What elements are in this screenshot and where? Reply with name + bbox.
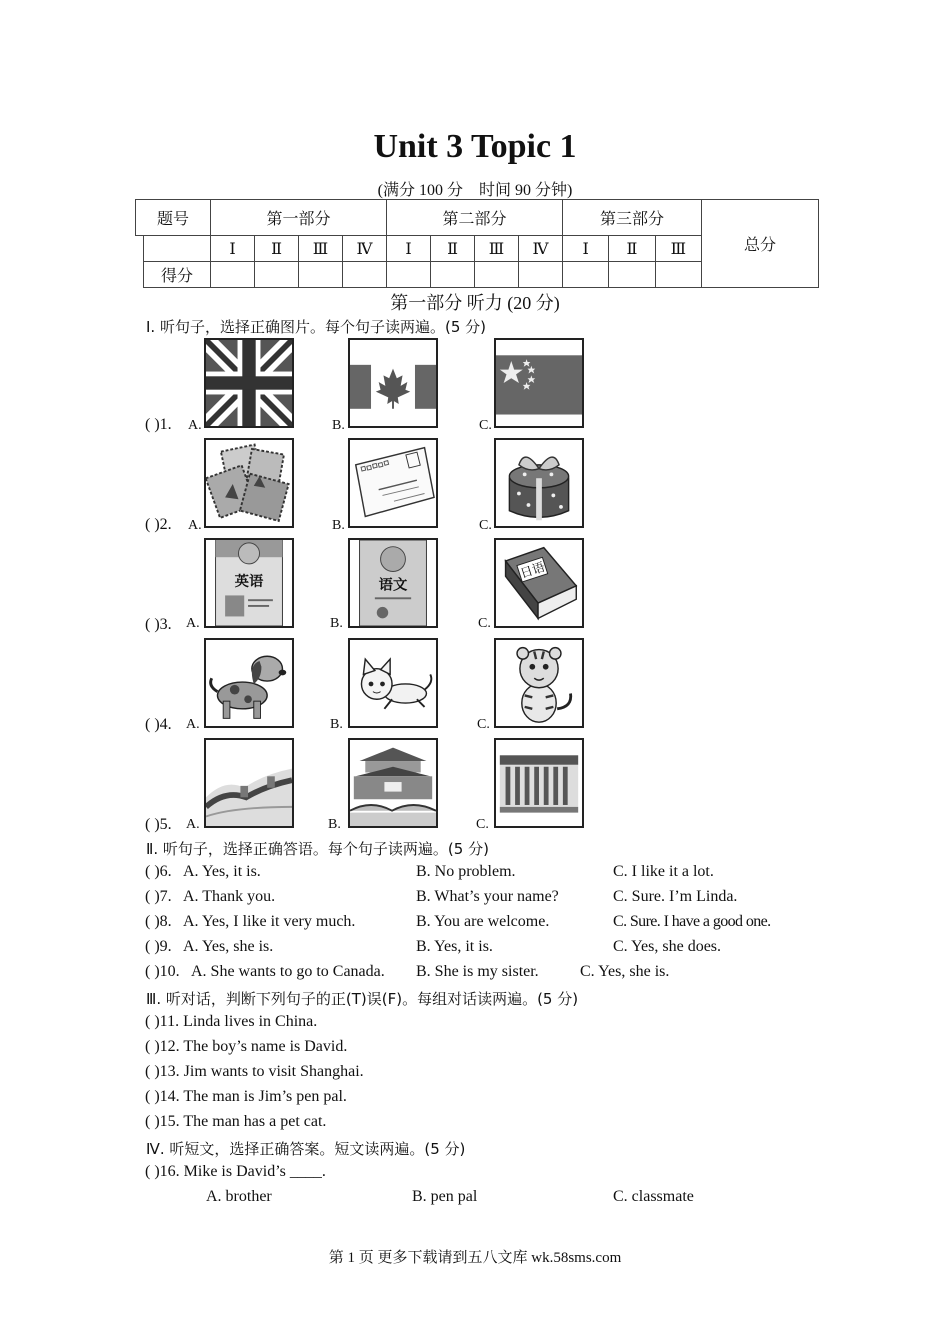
gift-box-picture (494, 438, 584, 528)
score-table-subcell: Ⅱ (609, 236, 655, 262)
tiger-picture (494, 638, 584, 728)
english-book-icon (206, 540, 292, 626)
q13-statement: ( )13. Jim wants to visit Shanghai. (145, 1063, 364, 1080)
q8-option-a: A. Yes, I like it very much. (183, 913, 356, 930)
option-label: C. (477, 717, 490, 732)
score-input-cell[interactable] (343, 262, 387, 288)
page-subtitle: (满分 100 分 时间 90 分钟) (377, 182, 573, 199)
chinese-book-icon (350, 540, 436, 626)
uk-flag-icon (206, 340, 292, 426)
great-wall-picture (204, 738, 294, 828)
score-input-cell[interactable] (519, 262, 563, 288)
section3-header: Ⅲ. 听对话，判断下列句子的正(T)误(F)。每组对话读两遍。(5 分) (146, 990, 579, 1008)
great-wall-icon (206, 740, 292, 826)
option-label: B. (332, 418, 345, 433)
score-input-cell[interactable] (211, 262, 255, 288)
q10-option-a: A. She wants to go to Canada. (191, 963, 385, 980)
great-hall-picture (494, 738, 584, 828)
stamps-picture (204, 438, 294, 528)
cat-picture (348, 638, 438, 728)
score-table-header-cell: 第二部分 (387, 200, 563, 236)
stamps-icon (206, 440, 292, 526)
option-label: A. (188, 418, 202, 433)
star-flag-icon (496, 340, 582, 426)
q6-number: ( )6. (145, 863, 172, 880)
page-title: Unit 3 Topic 1 (373, 128, 577, 165)
japanese-book-icon (496, 540, 582, 626)
score-table-subcell: Ⅰ (387, 236, 431, 262)
section2-header: Ⅱ. 听句子，选择正确答语。每个句子读两遍。(5 分) (146, 840, 489, 858)
score-input-cell[interactable] (299, 262, 343, 288)
q9-option-b: B. Yes, it is. (416, 938, 493, 955)
score-table-subcell: Ⅳ (519, 236, 563, 262)
score-table-subcell: Ⅲ (299, 236, 343, 262)
option-label: B. (330, 717, 343, 732)
gate-tower-icon (350, 740, 436, 826)
chinese-book-title: 语文 (378, 577, 408, 594)
score-input-cell[interactable] (475, 262, 519, 288)
q15-statement: ( )15. The man has a pet cat. (145, 1113, 327, 1130)
option-label: A. (186, 616, 200, 631)
page-footer: 第 1 页 更多下载请到五八文库 wk.58sms.com (328, 1250, 622, 1266)
score-row-label: 得分 (144, 262, 211, 288)
score-input-cell[interactable] (387, 262, 431, 288)
q9-option-c: C. Yes, she does. (613, 938, 722, 955)
score-table-subcell: Ⅲ (655, 236, 701, 262)
section1-header: Ⅰ. 听句子，选择正确图片。每个句子读两遍。(5 分) (146, 318, 486, 336)
gift-box-icon (496, 440, 582, 526)
japanese-book-picture (494, 538, 584, 628)
china-flag-picture (494, 338, 584, 428)
option-label: B. (330, 616, 343, 631)
option-label: A. (186, 717, 200, 732)
japanese-book-title: 日语 (518, 558, 547, 581)
option-label: C. (478, 616, 491, 631)
q7-option-a: A. Thank you. (183, 888, 276, 905)
section4-header: Ⅳ. 听短文，选择正确答案。短文读两遍。(5 分) (146, 1140, 466, 1158)
score-table-header-cell: 第三部分 (563, 200, 702, 236)
score-input-cell[interactable] (255, 262, 299, 288)
q4-number: ( )4. (145, 716, 172, 733)
score-input-cell[interactable] (655, 262, 701, 288)
option-label: C. (479, 518, 492, 533)
tiananmen-picture (348, 738, 438, 828)
q14-statement: ( )14. The man is Jim’s pen pal. (145, 1088, 347, 1105)
uk-flag-picture (204, 338, 294, 428)
score-input-cell[interactable] (609, 262, 655, 288)
option-label: C. (476, 817, 489, 832)
q10-option-b: B. She is my sister. (416, 963, 539, 980)
score-table-subcell: Ⅳ (343, 236, 387, 262)
part1-title: 第一部分 听力 (20 分) (390, 293, 560, 313)
postcard-picture (348, 438, 438, 528)
cat-icon (350, 640, 436, 726)
score-input-cell[interactable] (563, 262, 609, 288)
score-table-subcell: Ⅰ (563, 236, 609, 262)
option-label: B. (332, 518, 345, 533)
q5-number: ( )5. (145, 816, 172, 833)
q16-option-b: B. pen pal (412, 1188, 478, 1205)
chinese-book-picture (348, 538, 438, 628)
score-table-subcell: Ⅱ (255, 236, 299, 262)
q16-option-a: A. brother (206, 1188, 272, 1205)
option-label: C. (479, 418, 492, 433)
q3-number: ( )3. (145, 616, 172, 633)
score-table-header-cell: 总分 (702, 200, 819, 288)
q9-option-a: A. Yes, she is. (183, 938, 274, 955)
score-table-header-cell: 题号 (136, 200, 211, 236)
score-table-header-cell: 第一部分 (211, 200, 387, 236)
q10-option-c: C. Yes, she is. (580, 963, 670, 980)
option-label: A. (186, 817, 200, 832)
q7-option-b: B. What’s your name? (416, 888, 559, 905)
q8-option-b: B. You are welcome. (416, 913, 550, 930)
option-label: B. (328, 817, 341, 832)
q12-statement: ( )12. The boy’s name is David. (145, 1038, 348, 1055)
score-table-subcell: Ⅰ (211, 236, 255, 262)
q6-option-c: C. I like it a lot. (613, 863, 714, 880)
score-input-cell[interactable] (431, 262, 475, 288)
score-table-subcell: Ⅲ (475, 236, 519, 262)
tiger-icon (496, 640, 582, 726)
option-label: A. (188, 518, 202, 533)
envelope-icon (350, 440, 436, 526)
q1-number: ( )1. (145, 416, 172, 433)
canada-flag-picture (348, 338, 438, 428)
q6-option-a: A. Yes, it is. (183, 863, 261, 880)
q11-statement: ( )11. Linda lives in China. (145, 1013, 318, 1030)
q2-number: ( )2. (145, 516, 172, 533)
q9-number: ( )9. (145, 938, 172, 955)
q7-option-c: C. Sure. I’m Linda. (613, 888, 738, 905)
english-book-title: 英语 (234, 573, 264, 590)
score-table (135, 199, 819, 288)
q8-option-c: C. Sure. I have a good one. (613, 913, 771, 930)
dog-picture (204, 638, 294, 728)
q8-number: ( )8. (145, 913, 172, 930)
q16-option-c: C. classmate (613, 1188, 694, 1205)
q6-option-b: B. No problem. (416, 863, 516, 880)
columned-hall-icon (496, 740, 582, 826)
q16-question: ( )16. Mike is David’s ____. (145, 1163, 326, 1180)
q7-number: ( )7. (145, 888, 172, 905)
score-table-subcell: Ⅱ (431, 236, 475, 262)
dog-icon (206, 640, 292, 726)
english-book-picture (204, 538, 294, 628)
q10-number: ( )10. (145, 963, 180, 980)
maple-leaf-flag-icon (350, 340, 436, 426)
